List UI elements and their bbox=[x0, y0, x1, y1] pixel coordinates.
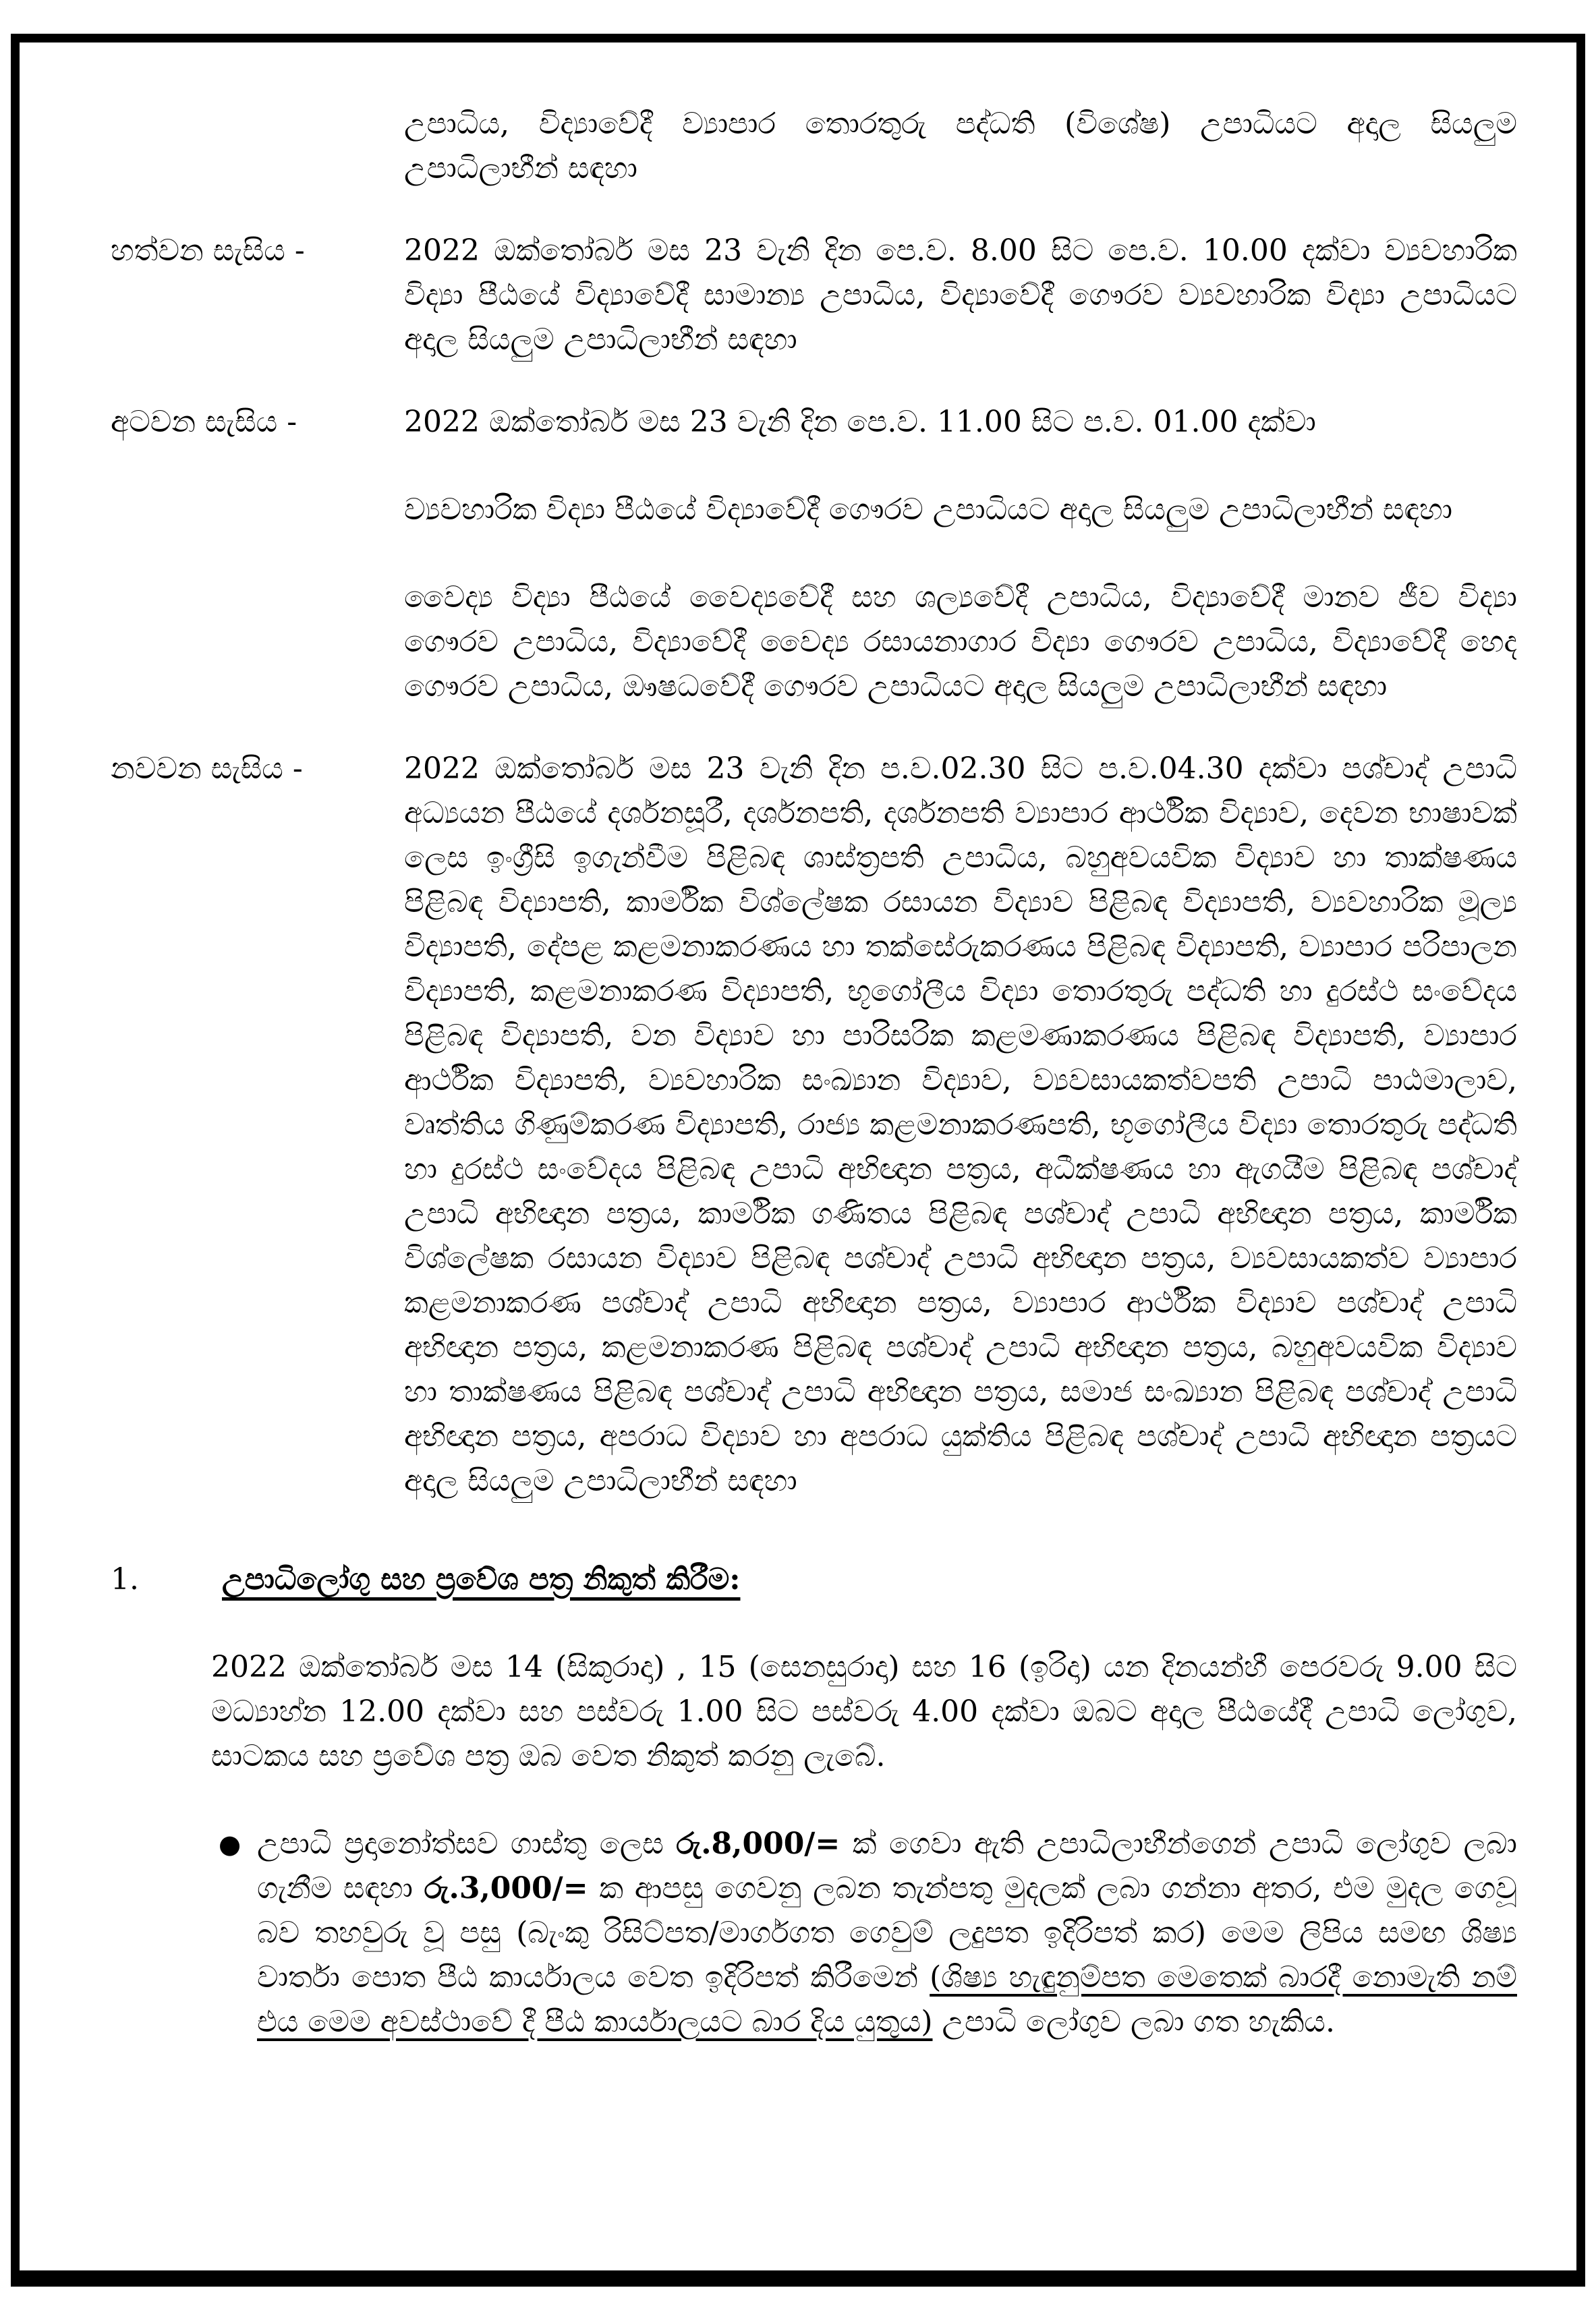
section-1-heading: උපාධිලෝගු සහ ප්‍රවේශ පත්‍ර නිකුත් කිරීම: bbox=[222, 1562, 741, 1597]
bullet-text-part-1: උපාධි ප්‍රදානෝත්සව ගාස්තු ලෙස bbox=[257, 1827, 677, 1861]
session-ninth-paragraph: 2022 ඔක්තෝබර් මස 23 වැනි දින ප.ව.02.30 සිට ප.ව.04.30 දක්වා පශ්චාද් උපාධි අධ්‍යයන පීඨයේ දර්ශනසූරී, දර්ශනපති, දර්ශනපති ව්‍යාපාර ආර්ථික විද්‍යාව, දෙවන භාෂාවක් ලෙස ඉංග්‍රීසි ඉගැන්වීම පිළිබඳ ශාස්ත්‍රපති උපාධිය, බහුඅවයවික විද්‍යාව හා තාක්ෂණය පිළිබඳ විද්‍යාපති, කාර්මික විශ්ලේෂක රසායන විද්‍යාව පිළිබඳ විද්‍යාපති, ව්‍යවහාරික මූල්‍ය විද්‍යාපති, දේපළ කළමනාකරණය හා තක්සේරුකරණය පිළිබඳ විද්‍යාපති, ව්‍යාපාර පරිපාලන විද්‍යාපති, කළමනාකරණ විද්‍යාපති, භූගෝලීය විද්‍යා තොරතුරු පද්ධති හා දුරස්ථ සංවේදය පිළිබඳ විද්‍යාපති, වන විද්‍යාව හා පාරිසරික කළමණාකරණය පිළිබඳ විද්‍යාපති, ව්‍යාපාර ආර්ථික විද්‍යාපති, ව්‍යවහාරික සංඛ්‍යාන විද්‍යාව, ව්‍යවසායකත්වපති උපාධි පාඨමාලාව, වෘත්තිය ගිණුම්කරණ විද්‍යාපති, රාජ්‍ය කළමනාකරණපති, භූගෝලීය විද්‍යා තොරතුරු පද්ධති හා දුරස්ථ සංවේදය පිළිබඳ උපාධි අභිඥාන පත්‍රය, අධීක්ෂණය හා ඇගයීම පිළිබඳ පශ්චාද් උපාධි අභිඥාන පත්‍රය, කාර්මික ගණිතය පිළිබඳ පශ්චාද් උපාධි අභිඥාන පත්‍රය, කාර්මික විශ්ලේෂක රසායන විද්‍යාව පිළිබඳ පශ්චාද් උපාධි අභිඥාන පත්‍රය, ව්‍යවසායකත්ව ව්‍යාපාර කළමනාකරණ පශ්චාද් උපාධි අභිඥාන පත්‍රය, ව්‍යාපාර ආර්ථික විද්‍යාව පශ්චාද් උපාධි අභිඥාන පත්‍රය, කළමනාකරණ පිළිබඳ පශ්චාද් උපාධි අභිඥාන පත්‍රය, බහුඅවයවික විද්‍යාව හා තාක්ෂණය පිළිබඳ පශ්චාද් උපාධි අභිඥාන පත්‍රය, සමාජ සංඛ්‍යාන පිළිබඳ පශ්චාද් උපාධි අභිඥාන පත්‍රය, අපරාධ විද්‍යාව හා අපරාධ යුක්තිය පිළිබඳ පශ්චාද් උපාධි අභිඥාන පත්‍රයට අදාල සියලුම උපාධිලාභීන් සඳහා bbox=[404, 751, 1517, 1498]
session-eighth-body bbox=[404, 400, 1517, 709]
bullet-icon: ● bbox=[219, 1829, 241, 1859]
session-row-ninth bbox=[20, 747, 1576, 1504]
session-eighth-paragraph-2: ව්‍යවහාරික විද්‍යා පීඨයේ විද්‍යාවේදී ගෞරව උපාධියට අදාල සියලුම උපාධිලාභීන් සඳහා bbox=[404, 492, 1453, 527]
session-seventh-paragraph: 2022 ඔක්තෝබර් මස 23 වැනි දින පෙ.ව. 8.00 සිට පෙ.ව. 10.00 දක්වා ව්‍යවහාරික විද්‍යා පීඨයේ විද්‍යාවේදී සාමාන්‍ය උපාධිය, විද්‍යාවේදී ගෞරව ව්‍යවහාරික විද්‍යා උපාධියට අදාල සියලුම උපාධිලාභීන් සඳහා bbox=[404, 233, 1517, 357]
session-ninth-body bbox=[404, 747, 1517, 1504]
session-row-seventh bbox=[20, 229, 1576, 362]
document-content bbox=[20, 42, 1576, 2044]
gown-fee-amount: රු.8,000/= bbox=[676, 1827, 840, 1861]
bullet-paragraph bbox=[257, 1822, 1517, 2044]
section-1-heading-row bbox=[20, 1557, 1576, 1602]
continuation-paragraph: උපාධිය, විද්‍යාවේදී ව්‍යාපාර තොරතුරු පද්ධති (විශේෂ) උපාධියට අදාල සියලුම උපාධිලාභීන් සඳහා bbox=[404, 107, 1517, 185]
session-eighth-label: අටවන සැසිය - bbox=[111, 405, 297, 439]
underlined-id-card-note: (ශිෂ්‍ය හැඳුනුම්පත මෙතෙක් බාරදී නොමැති නම් එය මෙම අවස්ථාවේ දී පීඨ කාර්යාලයට බාර දිය යුතුය) bbox=[257, 1960, 1517, 2039]
session-row-eighth bbox=[20, 400, 1576, 709]
page-border-frame bbox=[11, 34, 1585, 2287]
bullet-text-part-2: ක් ගෙවා ඇති උපාධිලාභීන්ගෙන් උපාධි ලෝගුව ලබා ගැනීම සඳහා bbox=[257, 1827, 1517, 1906]
session-seventh-label: හත්වන සැසිය - bbox=[111, 233, 305, 268]
session-seventh-body bbox=[404, 229, 1517, 362]
session-ninth-label: නවවන සැසිය - bbox=[111, 751, 303, 786]
graduation-gown-fee-bullet bbox=[219, 1822, 1517, 2044]
bullet-text-part-4: උපාධි ලෝගුව ලබා ගත හැකිය. bbox=[932, 2005, 1335, 2039]
session-eighth-paragraph-1: 2022 ඔක්තෝබර් මස 23 වැනි දින පෙ.ව. 11.00 සිට ප.ව. 01.00 දක්වා bbox=[404, 405, 1316, 439]
section-1-heading-wrap bbox=[222, 1557, 1517, 1602]
section-1-number: 1. bbox=[111, 1562, 139, 1597]
session-eighth-paragraph-3: වෛද්‍ය විද්‍යා පීඨයේ වෛද්‍යවේදී සහ ශල්‍යවේදී උපාධිය, විද්‍යාවේදී මානව ජීව විද්‍යා ගෞරව උපාධිය, විද්‍යාවේදී වෛද්‍ය රසායනාගාර විද්‍යා ගෞරව උපාධිය, විද්‍යාවේදී හෙද ගෞරව උපාධිය, ඖෂධවේදී ගෞරව උපාධියට අදාල සියලුම උපාධිලාභීන් සඳහා bbox=[404, 580, 1517, 704]
section-1-paragraph: 2022 ඔක්තෝබර් මස 14 (සිකුරාදා) , 15 (සෙනසුරාදා) සහ 16 (ඉරිදා) යන දිනයන්හී පෙරවරු 9.00 සිට මධ්‍යාහ්න 12.00 දක්වා සහ පස්වරු 1.00 සිට පස්වරු 4.00 දක්වා ඔබට අදාල පීඨයේදී උපාධි ලෝගුව, සාටකය සහ ප්‍රවේශ පත්‍ර ඔබ වෙත නිකුත් කරනු ලැබේ. bbox=[211, 1650, 1517, 1773]
bullet-text-part-3: ක ආපසු ගෙවනු ලබන තැන්පතු මුදලක් ලබා ගන්නා අතර, එම මුදල ගෙවූ බව තහවුරු වූ පසු (බැංකු රිසිට්පත/මාර්ගගත ගෙවුම් ලදුපත ඉදිරිපත් කර) මෙම ලිපිය සමඟ ශිෂ්‍ය වාර්තා පොත පීඨ කාර්යාලය වෙත ඉදිරිපත් කිරීමෙන් bbox=[257, 1871, 1517, 1995]
deposit-amount: රු.3,000/= bbox=[424, 1871, 588, 1906]
